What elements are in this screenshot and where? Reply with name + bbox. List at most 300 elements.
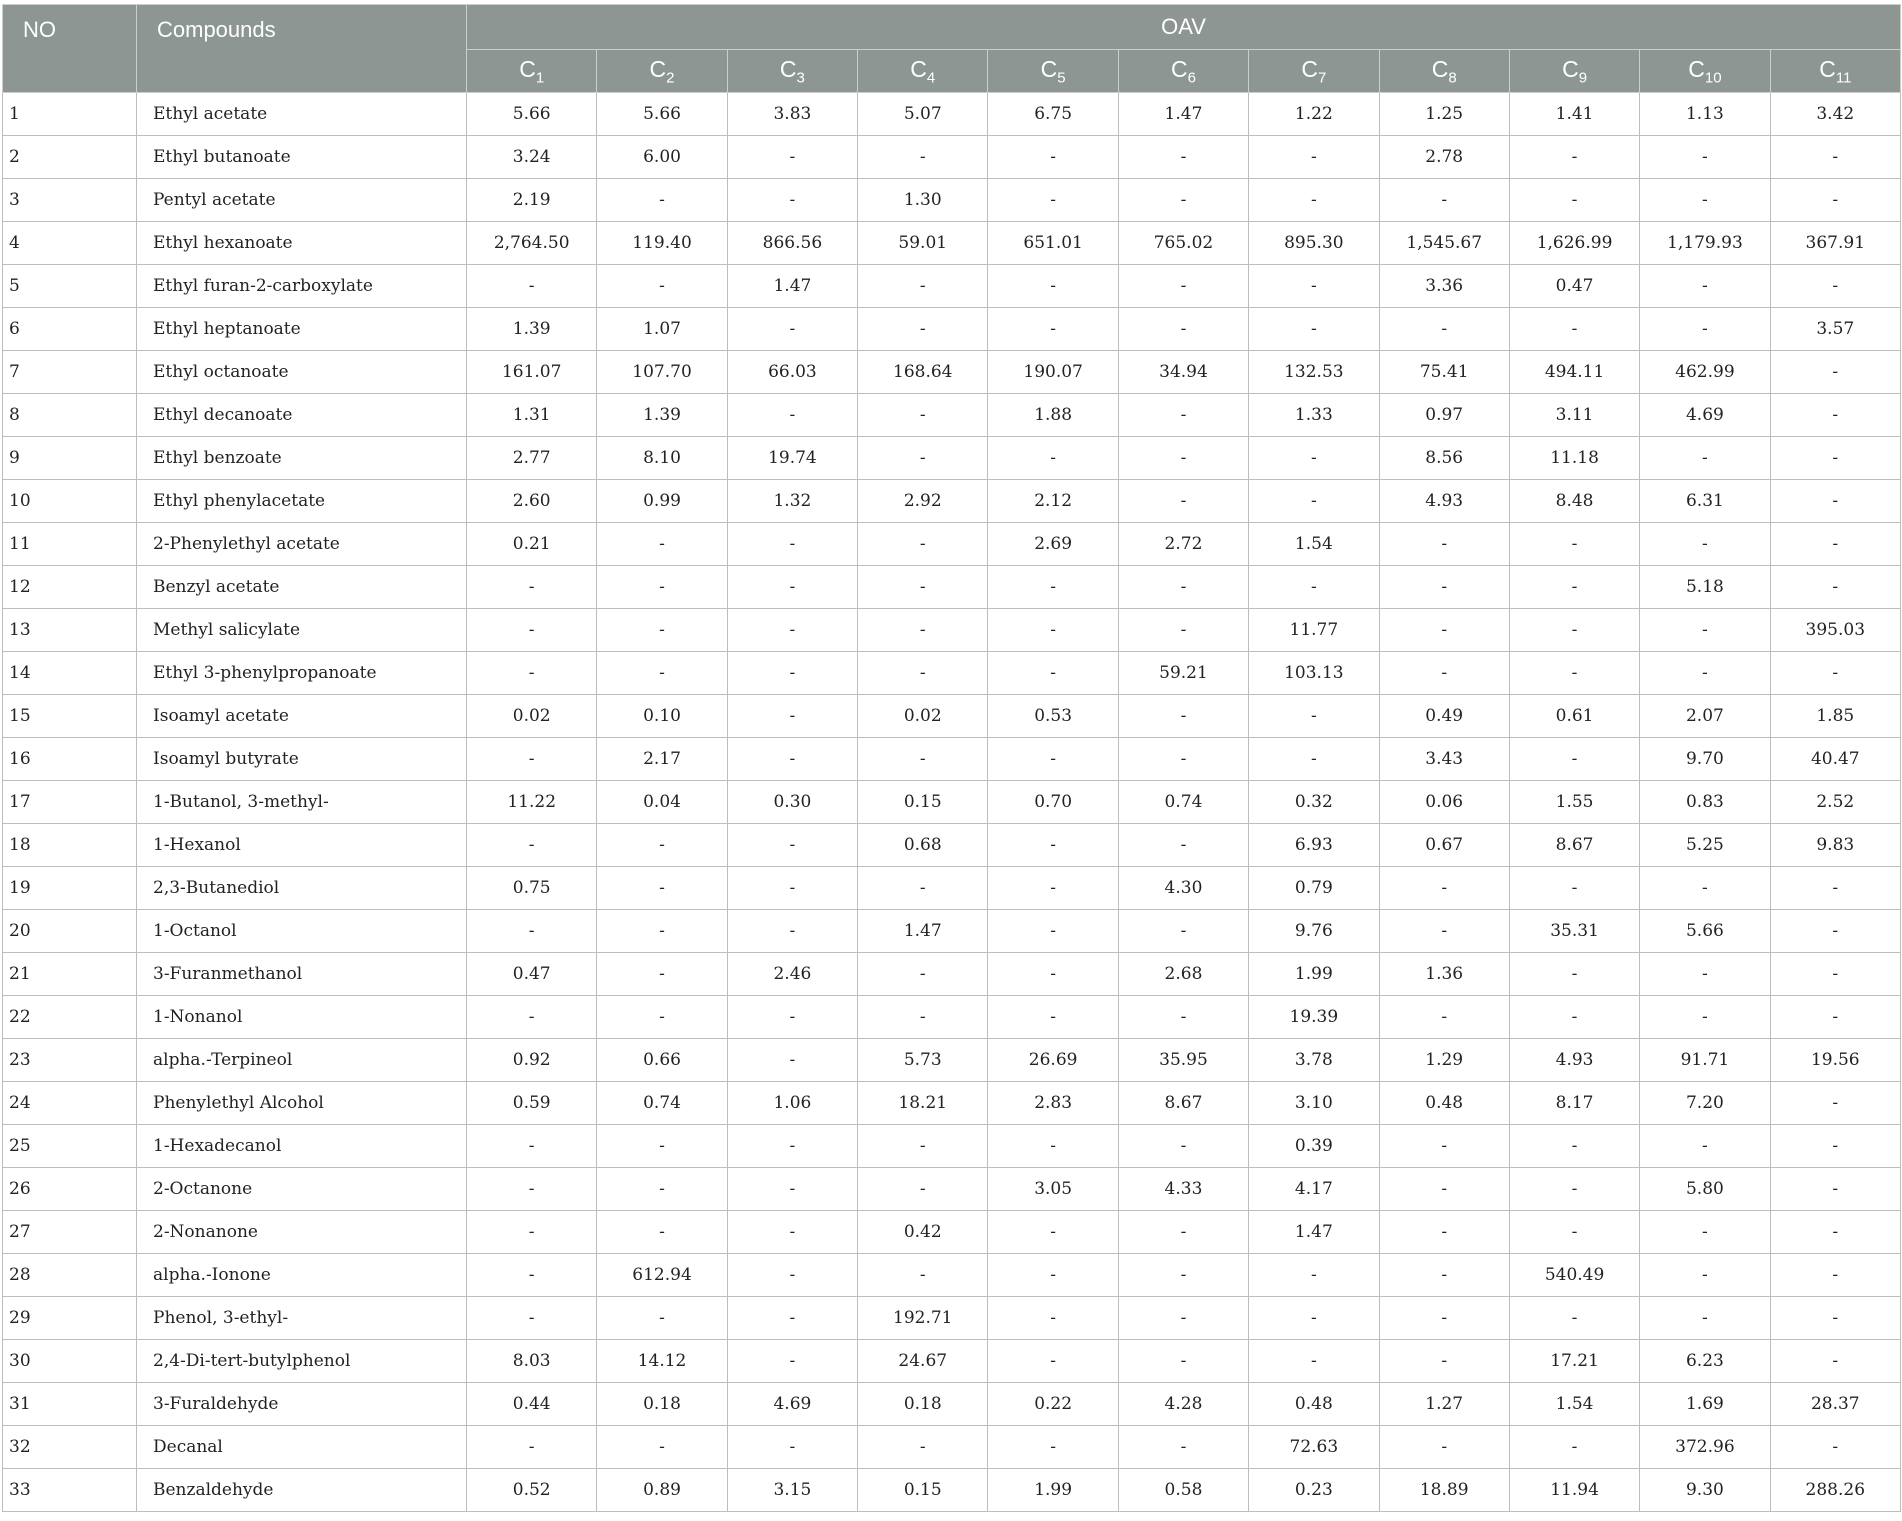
oav-value-cell: - <box>1770 1082 1900 1125</box>
oav-value-cell: - <box>1379 1254 1509 1297</box>
oav-value-cell: - <box>1249 437 1379 480</box>
column-subscript: 8 <box>1448 69 1457 87</box>
oav-value-cell: 1.41 <box>1509 93 1639 136</box>
compound-name: Benzaldehyde <box>137 1469 467 1512</box>
table-row <box>3 652 1901 695</box>
column-base: C <box>1301 55 1318 82</box>
row-number: 26 <box>3 1168 137 1211</box>
oav-value-cell: - <box>597 824 727 867</box>
table-row <box>3 437 1901 480</box>
oav-value-cell: - <box>988 824 1118 867</box>
column-base: C <box>649 55 667 82</box>
oav-value-cell: 1.47 <box>1118 93 1248 136</box>
oav-value-cell: 66.03 <box>727 351 857 394</box>
oav-value-cell: - <box>1118 437 1248 480</box>
oav-value-cell: 395.03 <box>1770 609 1900 652</box>
oav-value-cell: 1.13 <box>1640 93 1770 136</box>
oav-value-cell: - <box>1770 1168 1900 1211</box>
oav-value-cell: 19.74 <box>727 437 857 480</box>
oav-value-cell: - <box>858 652 988 695</box>
row-number: 30 <box>3 1340 137 1383</box>
compound-name: Methyl salicylate <box>137 609 467 652</box>
compound-name: Benzyl acetate <box>137 566 467 609</box>
oav-value-cell: - <box>858 609 988 652</box>
oav-value-cell: - <box>1379 1426 1509 1469</box>
oav-value-cell: - <box>1770 1340 1900 1383</box>
oav-value-cell: 0.15 <box>858 1469 988 1512</box>
oav-value-cell: 0.06 <box>1379 781 1509 824</box>
compound-name: Ethyl acetate <box>137 93 467 136</box>
oav-value-cell: - <box>1509 738 1639 781</box>
oav-value-cell: - <box>597 523 727 566</box>
row-number: 25 <box>3 1125 137 1168</box>
oav-value-cell: - <box>1770 265 1900 308</box>
oav-value-cell: 1,545.67 <box>1379 222 1509 265</box>
oav-value-cell: 3.05 <box>988 1168 1118 1211</box>
oav-value-cell: - <box>1770 867 1900 910</box>
oav-value-cell: - <box>988 308 1118 351</box>
oav-value-cell: 8.67 <box>1118 1082 1248 1125</box>
oav-value-cell: 14.12 <box>597 1340 727 1383</box>
oav-value-cell: 6.23 <box>1640 1340 1770 1383</box>
oav-value-cell: 0.42 <box>858 1211 988 1254</box>
table-row <box>3 996 1901 1039</box>
oav-value-cell: 0.48 <box>1249 1383 1379 1426</box>
oav-value-cell: - <box>1379 609 1509 652</box>
oav-value-cell: - <box>1118 136 1248 179</box>
oav-value-cell: - <box>597 566 727 609</box>
oav-value-cell: 190.07 <box>988 351 1118 394</box>
oav-value-cell: - <box>597 996 727 1039</box>
oav-value-cell: 75.41 <box>1379 351 1509 394</box>
oav-value-cell: - <box>1379 1125 1509 1168</box>
row-number: 2 <box>3 136 137 179</box>
oav-value-cell: - <box>727 1426 857 1469</box>
oav-value-cell: - <box>858 1426 988 1469</box>
oav-value-cell: - <box>1118 1125 1248 1168</box>
oav-value-cell: 4.30 <box>1118 867 1248 910</box>
oav-value-cell: - <box>1770 652 1900 695</box>
oav-value-cell: - <box>727 1168 857 1211</box>
oav-value-cell: - <box>597 1297 727 1340</box>
oav-value-cell: 5.66 <box>597 93 727 136</box>
oav-value-cell: - <box>988 566 1118 609</box>
table-row <box>3 824 1901 867</box>
oav-value-cell: 0.22 <box>988 1383 1118 1426</box>
oav-value-cell: - <box>727 867 857 910</box>
header-column <box>727 50 857 93</box>
oav-value-cell: 288.26 <box>1770 1469 1900 1512</box>
oav-value-cell: 19.56 <box>1770 1039 1900 1082</box>
oav-value-cell: - <box>727 308 857 351</box>
oav-value-cell: 6.00 <box>597 136 727 179</box>
oav-value-cell: 0.74 <box>1118 781 1248 824</box>
oav-value-cell: - <box>988 867 1118 910</box>
oav-value-cell: 1.39 <box>467 308 597 351</box>
compound-name: 1-Butanol, 3-methyl- <box>137 781 467 824</box>
table-row <box>3 1297 1901 1340</box>
oav-value-cell: 18.89 <box>1379 1469 1509 1512</box>
row-number: 33 <box>3 1469 137 1512</box>
compound-name: Ethyl furan-2-carboxylate <box>137 265 467 308</box>
oav-value-cell: - <box>1118 1426 1248 1469</box>
table-row <box>3 480 1901 523</box>
oav-value-cell: - <box>1770 179 1900 222</box>
oav-value-cell: 651.01 <box>988 222 1118 265</box>
oav-value-cell: 4.17 <box>1249 1168 1379 1211</box>
header-column <box>1249 50 1379 93</box>
oav-value-cell: - <box>1249 308 1379 351</box>
row-number: 14 <box>3 652 137 695</box>
compound-name: Ethyl hexanoate <box>137 222 467 265</box>
row-number: 24 <box>3 1082 137 1125</box>
oav-value-cell: - <box>858 1168 988 1211</box>
oav-value-cell: 1.25 <box>1379 93 1509 136</box>
oav-value-cell: - <box>1509 1125 1639 1168</box>
oav-value-cell: - <box>988 738 1118 781</box>
column-base: C <box>910 55 927 82</box>
row-number: 31 <box>3 1383 137 1426</box>
oav-value-cell: - <box>597 910 727 953</box>
oav-value-cell: 2.12 <box>988 480 1118 523</box>
oav-value-cell: 9.30 <box>1640 1469 1770 1512</box>
oav-value-cell: 8.56 <box>1379 437 1509 480</box>
oav-value-cell: 0.30 <box>727 781 857 824</box>
oav-value-cell: - <box>727 566 857 609</box>
oav-value-cell: - <box>1249 738 1379 781</box>
row-number: 15 <box>3 695 137 738</box>
oav-value-cell: 2.72 <box>1118 523 1248 566</box>
table-row <box>3 1469 1901 1512</box>
oav-value-cell: - <box>1509 996 1639 1039</box>
oav-value-cell: 1.36 <box>1379 953 1509 996</box>
oav-value-cell: - <box>467 1426 597 1469</box>
oav-value-cell: - <box>467 1297 597 1340</box>
oav-value-cell: 1.06 <box>727 1082 857 1125</box>
column-base: C <box>1562 55 1579 82</box>
compound-name: 1-Nonanol <box>137 996 467 1039</box>
oav-value-cell: - <box>727 523 857 566</box>
oav-value-cell: - <box>1379 523 1509 566</box>
row-number: 22 <box>3 996 137 1039</box>
table-row <box>3 222 1901 265</box>
oav-value-cell: - <box>858 1125 988 1168</box>
oav-value-cell: 1.29 <box>1379 1039 1509 1082</box>
table-row <box>3 738 1901 781</box>
table-row <box>3 1383 1901 1426</box>
oav-value-cell: 1.85 <box>1770 695 1900 738</box>
oav-value-cell: - <box>1379 996 1509 1039</box>
compound-name: Ethyl benzoate <box>137 437 467 480</box>
oav-value-cell: 1.31 <box>467 394 597 437</box>
oav-value-cell: - <box>988 652 1118 695</box>
oav-value-cell: - <box>1509 609 1639 652</box>
oav-value-cell: 2.78 <box>1379 136 1509 179</box>
compound-name: 1-Hexanol <box>137 824 467 867</box>
column-base: C <box>1688 55 1705 82</box>
row-number: 27 <box>3 1211 137 1254</box>
oav-value-cell: 1.88 <box>988 394 1118 437</box>
row-number: 6 <box>3 308 137 351</box>
oav-value-cell: 107.70 <box>597 351 727 394</box>
oav-value-cell: 1.54 <box>1509 1383 1639 1426</box>
oav-value-cell: 3.83 <box>727 93 857 136</box>
oav-value-cell: 17.21 <box>1509 1340 1639 1383</box>
oav-value-cell: 4.93 <box>1379 480 1509 523</box>
row-number: 13 <box>3 609 137 652</box>
oav-value-cell: - <box>727 609 857 652</box>
oav-value-cell: 0.49 <box>1379 695 1509 738</box>
table-row <box>3 1340 1901 1383</box>
column-base: C <box>1170 55 1188 82</box>
oav-value-cell: 24.67 <box>858 1340 988 1383</box>
oav-value-cell: - <box>858 136 988 179</box>
oav-value-cell: - <box>858 308 988 351</box>
oav-value-cell: 0.18 <box>597 1383 727 1426</box>
oav-value-cell: - <box>1118 179 1248 222</box>
column-subscript: 1 <box>535 69 545 87</box>
oav-value-cell: - <box>1640 179 1770 222</box>
compound-name: Ethyl 3-phenylpropanoate <box>137 652 467 695</box>
oav-value-cell: 0.70 <box>988 781 1118 824</box>
oav-value-cell: 5.73 <box>858 1039 988 1082</box>
oav-value-cell: - <box>727 1254 857 1297</box>
oav-value-cell: 0.15 <box>858 781 988 824</box>
oav-value-cell: 1.30 <box>858 179 988 222</box>
oav-value-cell: - <box>1249 136 1379 179</box>
oav-value-cell: 0.89 <box>597 1469 727 1512</box>
oav-value-cell: 1.55 <box>1509 781 1639 824</box>
oav-value-cell: 1,179.93 <box>1640 222 1770 265</box>
oav-value-cell: - <box>1640 136 1770 179</box>
compound-name: 2,3-Butanediol <box>137 867 467 910</box>
row-number: 28 <box>3 1254 137 1297</box>
oav-value-cell: - <box>1770 480 1900 523</box>
row-number: 32 <box>3 1426 137 1469</box>
oav-value-cell: - <box>988 1297 1118 1340</box>
oav-value-cell: 372.96 <box>1640 1426 1770 1469</box>
compound-name: Ethyl phenylacetate <box>137 480 467 523</box>
oav-value-cell: - <box>727 179 857 222</box>
table-body <box>3 93 1901 1512</box>
oav-value-cell: - <box>988 179 1118 222</box>
row-number: 5 <box>3 265 137 308</box>
row-number: 9 <box>3 437 137 480</box>
table-row <box>3 179 1901 222</box>
oav-value-cell: - <box>597 1426 727 1469</box>
row-number: 7 <box>3 351 137 394</box>
oav-value-cell: 8.10 <box>597 437 727 480</box>
oav-value-cell: 1.39 <box>597 394 727 437</box>
oav-value-cell: 494.11 <box>1509 351 1639 394</box>
oav-value-cell: 35.31 <box>1509 910 1639 953</box>
oav-value-cell: - <box>1379 1168 1509 1211</box>
oav-value-cell: 1.22 <box>1249 93 1379 136</box>
oav-value-cell: - <box>1640 523 1770 566</box>
oav-value-cell: - <box>727 910 857 953</box>
table-row <box>3 1168 1901 1211</box>
oav-value-cell: 3.24 <box>467 136 597 179</box>
oav-value-cell: 11.94 <box>1509 1469 1639 1512</box>
oav-value-cell: 4.93 <box>1509 1039 1639 1082</box>
oav-value-cell: 3.78 <box>1249 1039 1379 1082</box>
compound-name: Phenylethyl Alcohol <box>137 1082 467 1125</box>
oav-value-cell: 0.99 <box>597 480 727 523</box>
header-column <box>1640 50 1770 93</box>
oav-value-cell: - <box>1509 308 1639 351</box>
oav-value-cell: - <box>858 265 988 308</box>
oav-value-cell: 3.57 <box>1770 308 1900 351</box>
oav-value-cell: - <box>1770 1125 1900 1168</box>
oav-value-cell: - <box>1640 437 1770 480</box>
table-row <box>3 93 1901 136</box>
oav-value-cell: 0.97 <box>1379 394 1509 437</box>
oav-value-cell: 2.17 <box>597 738 727 781</box>
oav-value-cell: - <box>1509 652 1639 695</box>
oav-value-cell: 8.03 <box>467 1340 597 1383</box>
oav-value-cell: - <box>467 910 597 953</box>
compound-name: alpha.-Ionone <box>137 1254 467 1297</box>
column-subscript: 9 <box>1578 69 1588 87</box>
oav-value-cell: 0.58 <box>1118 1469 1248 1512</box>
oav-value-cell: 91.71 <box>1640 1039 1770 1082</box>
column-base: C <box>779 55 797 82</box>
oav-value-cell: - <box>1249 1340 1379 1383</box>
row-number: 8 <box>3 394 137 437</box>
oav-value-cell: - <box>988 136 1118 179</box>
oav-value-cell: - <box>727 1125 857 1168</box>
oav-value-cell: 3.15 <box>727 1469 857 1512</box>
header-column <box>467 50 597 93</box>
oav-value-cell: 0.48 <box>1379 1082 1509 1125</box>
oav-value-cell: 0.02 <box>858 695 988 738</box>
oav-value-cell: - <box>1509 136 1639 179</box>
oav-value-cell: - <box>988 996 1118 1039</box>
oav-value-cell: 40.47 <box>1770 738 1900 781</box>
oav-value-cell: - <box>1249 179 1379 222</box>
oav-value-cell: - <box>1249 480 1379 523</box>
oav-value-cell: 161.07 <box>467 351 597 394</box>
oav-value-cell: - <box>1379 566 1509 609</box>
table-row <box>3 523 1901 566</box>
oav-value-cell: 11.77 <box>1249 609 1379 652</box>
oav-value-cell: - <box>1770 953 1900 996</box>
oav-value-cell: - <box>1379 179 1509 222</box>
header-row <box>3 5 1901 50</box>
oav-value-cell: - <box>1509 1426 1639 1469</box>
table-row <box>3 867 1901 910</box>
table-row <box>3 1211 1901 1254</box>
oav-value-cell: - <box>1249 1297 1379 1340</box>
compound-name: Ethyl octanoate <box>137 351 467 394</box>
oav-value-cell: - <box>988 1211 1118 1254</box>
oav-value-cell: - <box>727 1039 857 1082</box>
oav-value-cell: - <box>597 1125 727 1168</box>
compound-name: 1-Hexadecanol <box>137 1125 467 1168</box>
oav-value-cell: - <box>988 1426 1118 1469</box>
oav-value-cell: 895.30 <box>1249 222 1379 265</box>
table-row <box>3 265 1901 308</box>
oav-value-cell: 1.07 <box>597 308 727 351</box>
oav-value-cell: 59.21 <box>1118 652 1248 695</box>
table-row <box>3 308 1901 351</box>
compound-name: 2-Phenylethyl acetate <box>137 523 467 566</box>
oav-value-cell: 8.17 <box>1509 1082 1639 1125</box>
oav-value-cell: 4.69 <box>727 1383 857 1426</box>
header-column <box>988 50 1118 93</box>
column-subscript: 6 <box>1187 69 1196 87</box>
column-subscript: 10 <box>1704 69 1722 87</box>
oav-value-cell: 0.79 <box>1249 867 1379 910</box>
oav-value-cell: - <box>1770 1254 1900 1297</box>
oav-value-cell: 2.77 <box>467 437 597 480</box>
oav-value-cell: - <box>467 1168 597 1211</box>
oav-value-cell: 1.33 <box>1249 394 1379 437</box>
table-row <box>3 910 1901 953</box>
compound-name: Ethyl decanoate <box>137 394 467 437</box>
oav-value-cell: - <box>988 1125 1118 1168</box>
oav-value-cell: - <box>1640 652 1770 695</box>
oav-value-cell: - <box>988 953 1118 996</box>
oav-value-cell: - <box>467 738 597 781</box>
oav-value-cell: - <box>1640 609 1770 652</box>
oav-value-cell: 0.74 <box>597 1082 727 1125</box>
oav-value-cell: 2.68 <box>1118 953 1248 996</box>
oav-value-cell: - <box>858 953 988 996</box>
oav-value-cell: 765.02 <box>1118 222 1248 265</box>
column-subscript: 3 <box>796 69 805 87</box>
compound-name: 2,4-Di-tert-butylphenol <box>137 1340 467 1383</box>
oav-value-cell: 6.75 <box>988 93 1118 136</box>
oav-value-cell: 0.66 <box>597 1039 727 1082</box>
oav-value-cell: - <box>1509 566 1639 609</box>
oav-value-cell: 0.92 <box>467 1039 597 1082</box>
oav-value-cell: 8.48 <box>1509 480 1639 523</box>
row-number: 18 <box>3 824 137 867</box>
oav-value-cell: - <box>727 824 857 867</box>
compound-name: Decanal <box>137 1426 467 1469</box>
table-row <box>3 1082 1901 1125</box>
row-number: 16 <box>3 738 137 781</box>
oav-value-cell: - <box>1640 1211 1770 1254</box>
oav-value-cell: - <box>1249 566 1379 609</box>
oav-value-cell: 3.36 <box>1379 265 1509 308</box>
oav-value-cell: 9.83 <box>1770 824 1900 867</box>
oav-value-cell: - <box>727 996 857 1039</box>
column-base: C <box>519 55 536 82</box>
oav-value-cell: 168.64 <box>858 351 988 394</box>
oav-value-cell: 2.83 <box>988 1082 1118 1125</box>
table-row <box>3 351 1901 394</box>
oav-value-cell: 1.99 <box>988 1469 1118 1512</box>
oav-value-cell: - <box>858 996 988 1039</box>
oav-value-cell: - <box>1770 1297 1900 1340</box>
row-number: 1 <box>3 93 137 136</box>
oav-value-cell: 19.39 <box>1249 996 1379 1039</box>
oav-value-cell: - <box>1509 953 1639 996</box>
row-number: 17 <box>3 781 137 824</box>
oav-value-cell: - <box>1379 1211 1509 1254</box>
header-column <box>1379 50 1509 93</box>
oav-value-cell: - <box>1379 867 1509 910</box>
oav-value-cell: - <box>858 867 988 910</box>
oav-value-cell: - <box>467 1254 597 1297</box>
oav-value-cell: 0.75 <box>467 867 597 910</box>
oav-value-cell: - <box>858 738 988 781</box>
oav-value-cell: 3.42 <box>1770 93 1900 136</box>
oav-value-cell: 0.52 <box>467 1469 597 1512</box>
oav-value-cell: - <box>1118 738 1248 781</box>
